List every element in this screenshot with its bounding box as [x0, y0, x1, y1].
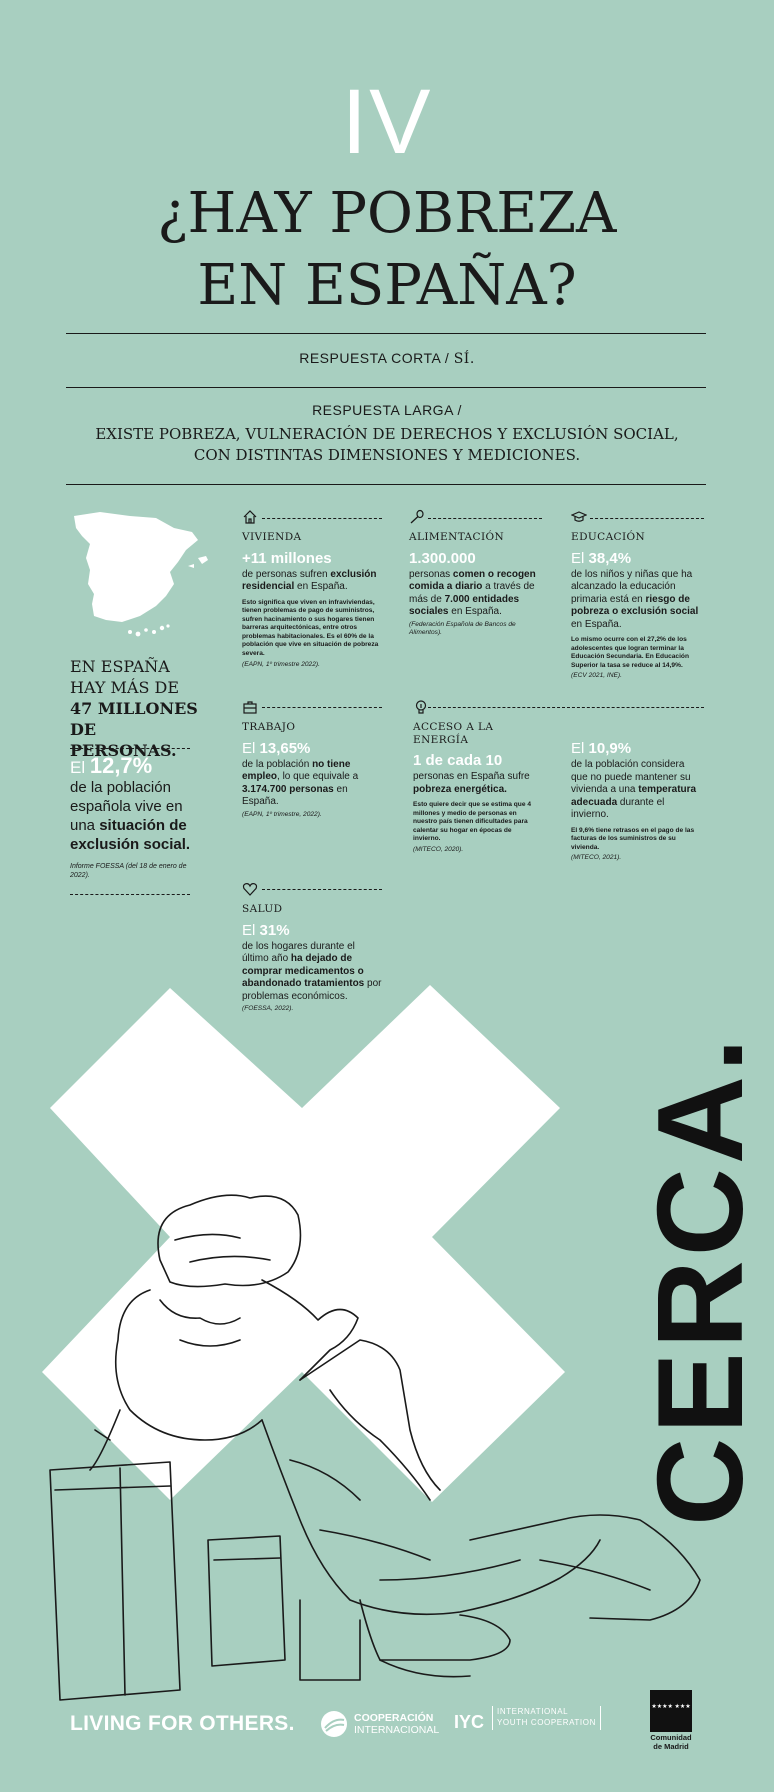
iyc-subtitle: INTERNATIONAL YOUTH COOPERATION: [492, 1706, 601, 1730]
living-for-others-logo: LIVING FOR OTHERS.: [70, 1712, 295, 1735]
cerca-vertical-text: CERCA.: [632, 1034, 768, 1526]
short-answer: RESPUESTA CORTA / SÍ.: [299, 350, 475, 367]
long-answer-label: RESPUESTA LARGA /: [312, 402, 462, 418]
population-lead: EN ESPAÑA HAY MÁS DE 47 MILLONES DE PERSONAS.: [70, 657, 198, 760]
section-number: IV: [341, 71, 433, 173]
exclusion-stat: El 12,7% de la población española vive en una situación de exclusión social.: [70, 753, 191, 853]
vivienda-block: VIVIENDA +11 millones de personas sufren exclusión residencial en España. Esto significa que viven en infraviviendas, tienen problemas de pago de suministros, sufren hacinamiento o sus hogares tienen barreras arquitectónicas, entre otros problemas habitacionales. Es el 60% de la población que vive en situación de pobreza severa. (EAPN, 1º trimestre 2022).: [242, 509, 382, 669]
iyc-logo: IYC: [454, 1712, 485, 1732]
energia-block: ACCESO A LA ENERGÍA 1 de cada 10 personas en España sufre pobreza energética. Esto quiere decir que se estima que 4 millones y medio de personas en nuestro país tienen dificultades para calentar su hogar en épocas de invierno. (MITECO, 2020).: [413, 699, 539, 855]
source-note: Informe FOESSA (del 18 de enero de 2022).: [70, 863, 187, 879]
trabajo-block: TRABAJO El 13,65% de la población no tiene empleo, lo que equivale a 3.174.700 personas en España. (EAPN, 1º trimestre, 2022).: [242, 699, 382, 819]
educacion-block: EDUCACIÓN El 38,4% de los niños y niñas que ha alcanzado la educación primaria está en riesgo de pobreza o exclusión social en España. Lo mismo ocurre con el 27,2% de los adolescentes que logran terminar la Educación Secundaria. En Educación Superior la tasa se reduce al 14,9%. (ECV 2021, INE).: [571, 509, 701, 681]
energia-temperatura-block: El 10,9% de la población considera que no puede mantener su vivienda a una temperatura adecuada durante el invierno. El 9,6% tiene retrasos en el pago de las facturas de los suministros de su vivienda. (MITECO, 2021).: [571, 740, 697, 862]
cooperacion-internacional-logo: COOPERACIÓN INTERNACIONAL: [320, 1710, 440, 1740]
salud-block: SALUD El 31% de los hogares durante el último año ha dejado de comprar medicamentos o abandonado tratamientos por problemas económicos. (FOESSA, 2022).: [242, 881, 382, 1014]
comunidad-de-madrid-logo: ★★★★ ★★★ Comunidad de Madrid: [650, 1690, 692, 1751]
footer: [0, 1690, 774, 1750]
globe-icon: [320, 1710, 348, 1738]
long-answer-text: EXISTE POBREZA, VULNERACIÓN DE DERECHOS Y EXCLUSIÓN SOCIAL, CON DISTINTAS DIMENSIONES Y MEDICIONES.: [95, 425, 679, 464]
alimentacion-block: ALIMENTACIÓN 1.300.000 personas comen o recogen comida a diario a través de más de 7.000 entidades sociales en España. (Federación Española de Bancos de Alimentos).: [409, 509, 539, 638]
page-title: ¿HAY POBREZA EN ESPAÑA?: [157, 181, 617, 318]
